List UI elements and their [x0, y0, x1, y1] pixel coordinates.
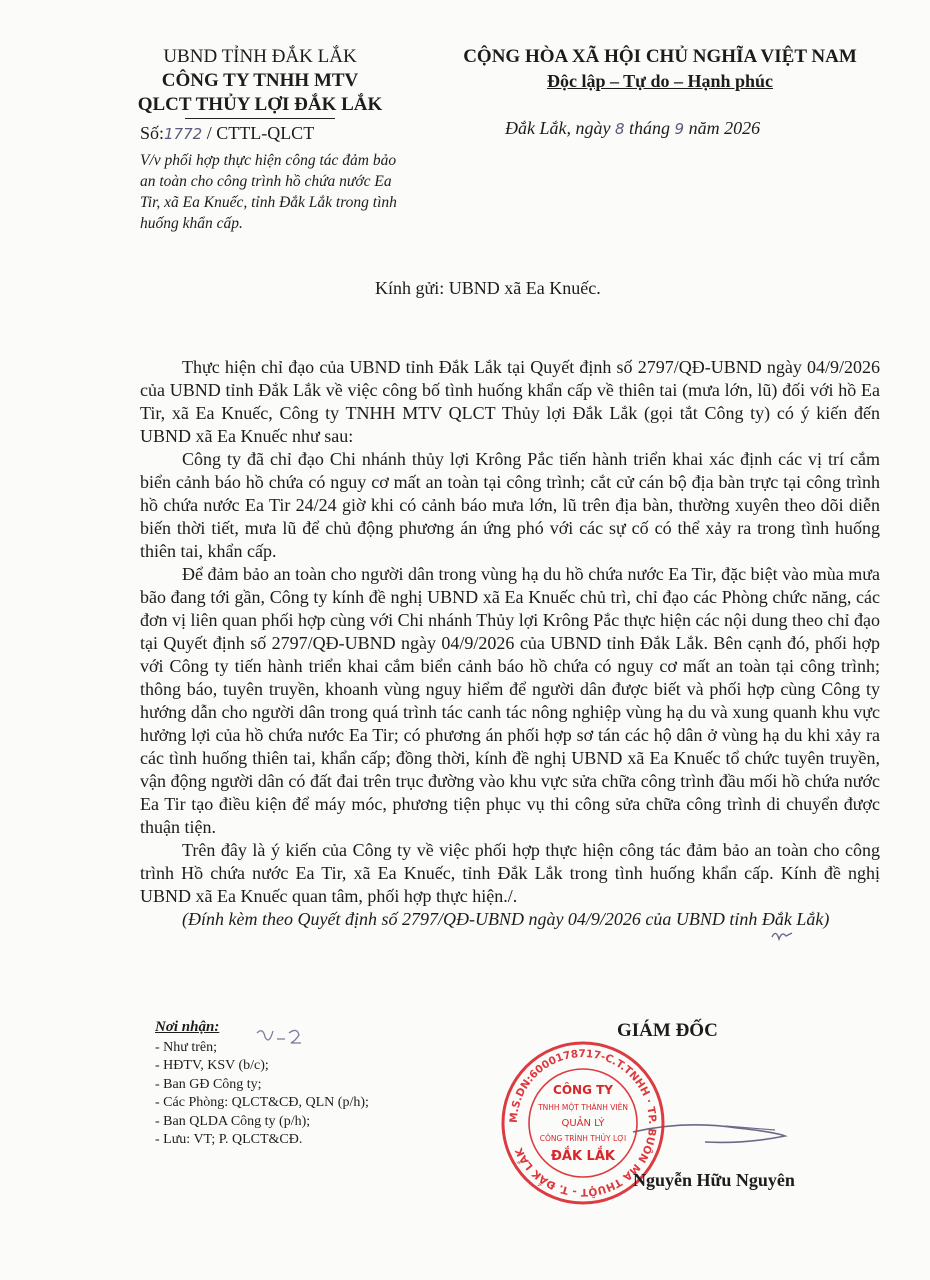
national-motto: Độc lập – Tự do – Hạnh phúc — [546, 71, 774, 91]
recipient-item: - Như trên; — [155, 1039, 369, 1058]
document-number-prefix: Số: — [140, 123, 165, 143]
recipient-item: - Lưu: VT; P. QLCT&CĐ. — [155, 1131, 369, 1150]
body-paragraph-3: Để đảm bảo an toàn cho người dân trong vùng hạ du hồ chứa nước Ea Tir, đặc biệt vào mùa mưa bão đang tới gần, Công ty kính đề nghị UBND xã Ea Knuếc chủ trì, chỉ đạo các Phòng chức năng, các đơn vị liên quan phối hợp cùng với Chi nhánh Thủy lợi Krông Pắc thực hiện các nội dung theo chỉ đạo tại Quyết định số 2797/QĐ-UBND ngày 04/9/2026 của UBND tỉnh Đắk Lắk. Bên cạnh đó, phối hợp với Công ty tiến hành triển khai cắm biển cảnh báo hồ chứa có nguy cơ mất an toàn tại công trình; thông báo, tuyên truyền, khoanh vùng nguy hiểm để người dân được biết và phối hợp cùng Công ty hướng dẫn cho người dân trong quá trình tác canh tác nông nghiệp vùng hạ du và xung quanh khu vực hưởng lợi của hồ chứa nước Ea Tir; có phương án phối hợp sơ tán các hộ dân ở vùng hạ du khi xảy ra các tình huống thiên tai, khẩn cấp; đồng thời, kính đề nghị UBND xã Ea Knuếc tổ chức tuyên truyền, vận động người dân có đất đai trên trục đường vào khu vực sửa chữa công trình đầu mối hồ chứa nước Ea Tir tạo điều kiện để máy móc, phương tiện phục vụ thi công sửa chữa công trình di chuyển được thuận tiện. — [140, 564, 880, 837]
recipient-item: - Ban QLDA Công ty (p/h); — [155, 1113, 369, 1132]
issuer-parent-agency: UBND TỈNH ĐẮK LẮK — [163, 46, 357, 67]
issuer-header — [95, 45, 425, 119]
recipients-list — [155, 1039, 369, 1150]
signer-title: GIÁM ĐỐC — [617, 1020, 718, 1041]
date-day-handwritten: 8 — [614, 120, 625, 138]
date-prefix: Đắk Lắk, ngày — [505, 118, 615, 138]
svg-text:TNHH MỘT THÀNH VIÊN: TNHH MỘT THÀNH VIÊN — [538, 1103, 628, 1112]
svg-text:M.S.DN:6000178717-C.T.TNHH ·: M.S.DN:6000178717-C.T.TNHH · TP. BUÔN MA THUỘT - T. ĐẮK LẮK — [507, 1047, 659, 1199]
document-number-handwritten: 1772 — [164, 125, 203, 143]
body-paragraph-2: Công ty đã chỉ đạo Chi nhánh thủy lợi Krông Pắc tiến hành triển khai xác định các vị trí cắm biển cảnh báo hồ chứa có nguy cơ mất an toàn tại công trình; cắt cử cán bộ địa bàn trực tại công trình hồ chứa nước Ea Tir 24/24 giờ khi có cảnh báo mưa lớn, lũ trên địa bàn, thường xuyên theo dõi diễn biến thời tiết, mưa lũ để chủ động phương án ứng phó với các sự cố có thể xảy ra trong tình huống thiên tai, khẩn cấp. — [140, 449, 880, 561]
addressee: Kính gửi: UBND xã Ea Knuếc. — [375, 278, 601, 298]
subject-line: V/v phối hợp thực hiện công tác đảm bảo an toàn cho công trình hồ chứa nước Ea Tir, xã Ea Knuếc, tỉnh Đắk Lắk trong tình huống khẩn cấp. — [140, 152, 397, 232]
body-paragraph-4: Trên đây là ý kiến của Công ty về việc phối hợp thực hiện công tác đảm bảo an toàn cho công trình Hồ chứa nước Ea Tir, xã Ea Knuếc, tỉnh Đắk Lắk trong tình huống khẩn cấp. Kính đề nghị UBND xã Ea Knuếc quan tâm, phối hợp thực hiện./. — [140, 840, 880, 906]
issuer-underline — [185, 118, 335, 119]
date-month-handwritten: 9 — [674, 120, 685, 138]
issuer-company-line2: QLCT THỦY LỢI ĐẮK LẮK — [137, 94, 383, 115]
national-header — [440, 45, 880, 93]
issuer-company-line1: CÔNG TY TNHH MTV — [161, 70, 359, 91]
document-number-suffix: / CTTL-QLCT — [202, 123, 315, 143]
national-title: CỘNG HÒA XÃ HỘI CHỦ NGHĨA VIỆT NAM — [463, 46, 857, 67]
document-number — [140, 123, 314, 144]
handwritten-recipient-mark — [255, 1025, 305, 1049]
recipients-title: Nơi nhận: — [155, 1019, 220, 1035]
svg-text:CÔNG TY: CÔNG TY — [553, 1083, 613, 1097]
handwritten-initial-mark — [770, 927, 794, 945]
recipient-item: - Các Phòng: QLCT&CĐ, QLN (p/h); — [155, 1094, 369, 1113]
svg-text:CÔNG TRÌNH THỦY LỢI: CÔNG TRÌNH THỦY LỢI — [539, 1134, 627, 1143]
recipient-item: - Ban GĐ Công ty; — [155, 1076, 369, 1095]
date-suffix: năm 2026 — [684, 118, 761, 138]
issue-date — [505, 118, 760, 139]
attachment-note: (Đính kèm theo Quyết định số 2797/QĐ-UBND ngày 04/9/2026 của UBND tỉnh Đắk Lắk) — [182, 909, 830, 929]
signer-name: Nguyễn Hữu Nguyên — [633, 1170, 795, 1190]
body-paragraph-1: Thực hiện chỉ đạo của UBND tỉnh Đắk Lắk tại Quyết định số 2797/QĐ-UBND ngày 04/9/2026 của UBND tỉnh Đắk Lắk về việc công bố tình huống khẩn cấp về thiên tai (mưa lớn, lũ) đối với hồ Ea Tir, xã Ea Knuếc, Công ty TNHH MTV QLCT Thủy lợi Đắk Lắk (gọi tắt Công ty) có ý kiến đến UBND xã Ea Knuếc như sau: — [140, 357, 880, 446]
svg-text:QUẢN LÝ: QUẢN LÝ — [561, 1118, 605, 1129]
letter-body — [140, 356, 880, 931]
recipient-item: - HĐTV, KSV (b/c); — [155, 1057, 369, 1076]
svg-text:ĐẮK LẮK: ĐẮK LẮK — [551, 1149, 615, 1164]
date-mid: tháng — [624, 118, 675, 138]
